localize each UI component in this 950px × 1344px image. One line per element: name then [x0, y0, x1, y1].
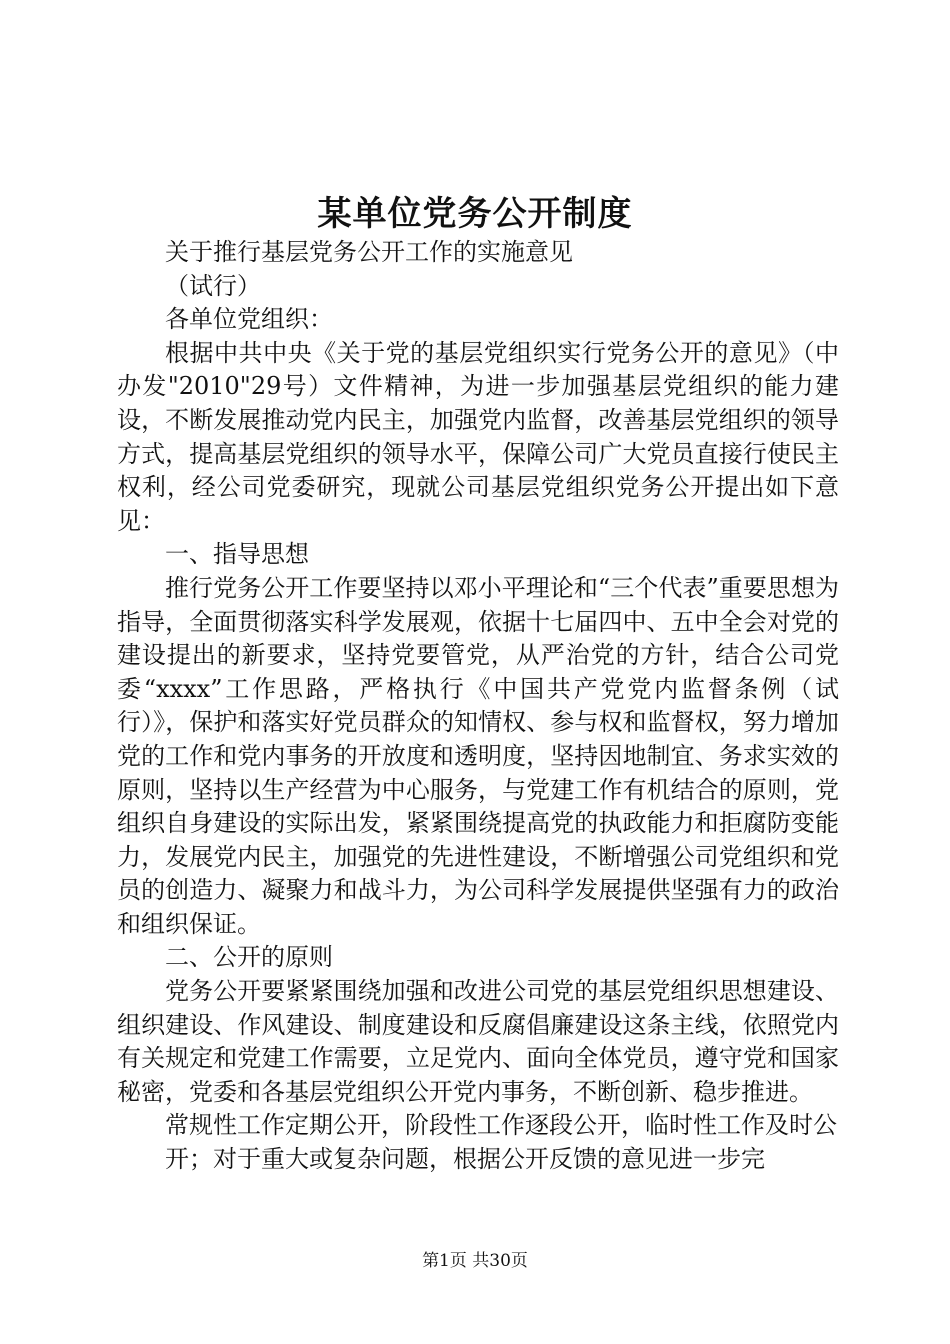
page-number-footer: 第1页 共30页 [422, 1251, 528, 1271]
document-body [117, 236, 839, 1177]
paragraph-salutation: 各单位党组织： [165, 305, 333, 334]
paragraph-subject: 关于推行基层党务公开工作的实施意见 [165, 238, 573, 266]
paragraph-regular-work: 常规性工作定期公开，阶段性工作逐段公开，临时性工作及时公 [165, 1111, 837, 1140]
paragraph-trial-note: （试行） [165, 271, 261, 300]
section-heading-guiding-ideology: 一、指导思想 [165, 540, 309, 569]
paragraph-guiding-ideology: 推行党务公开工作要坚持以邓小平理论和“三个代表”重要思想为指导，全面贯彻落实科学发展观，依据十七届四中、五中全会对党的建设提出的新要求，坚持党要管党，从严治党的方针，结合公司党委“xxxx”工作思路，严格执行《中国共产党党内监督条例（试行）》，保护和落实好党员群众的知情权、参与权和监督权，努力增加党的工作和党内事务的开放度和透明度，坚持因地制宜、务求实效的原则，坚持以生产经营为中心服务，与党建工作有机结合的原则，党组织自身建设的实际出发，紧紧围绕提高党的执政能力和拒腐防变能力，发展党内民主，加强党的先进性建设，不断增强公司党组织和党员的创造力、凝聚力和战斗力，为公司科学发展提供坚强有力的政治和组织保证。 [117, 573, 839, 938]
section-heading-principles: 二、公开的原则 [165, 943, 333, 972]
paragraph-major-issues: 开；对于重大或复杂问题，根据公开反馈的意见进一步完 [165, 1145, 765, 1174]
paragraph-intro: 根据中共中央《关于党的基层党组织实行党务公开的意见》（中办发"2010"29号）文件精神，为进一步加强基层党组织的能力建设，不断发展推动党内民主，加强党内监督，改善基层党组织的领导方式，提高基层党组织的领导水平，保障公司广大党员直接行使民主权利，经公司党委研究，现就公司基层党组织党务公开提出如下意见： [117, 338, 839, 535]
paragraph-principles: 党务公开要紧紧围绕加强和改进公司党的基层党组织思想建设、组织建设、作风建设、制度建设和反腐倡廉建设这条主线，依照党内有关规定和党建工作需要，立足党内、面向全体党员，遵守党和国家秘密，党委和各基层党组织公开党内事务，不断创新、稳步推进。 [117, 977, 839, 1106]
document-title: 某单位党务公开制度 [317, 194, 633, 234]
